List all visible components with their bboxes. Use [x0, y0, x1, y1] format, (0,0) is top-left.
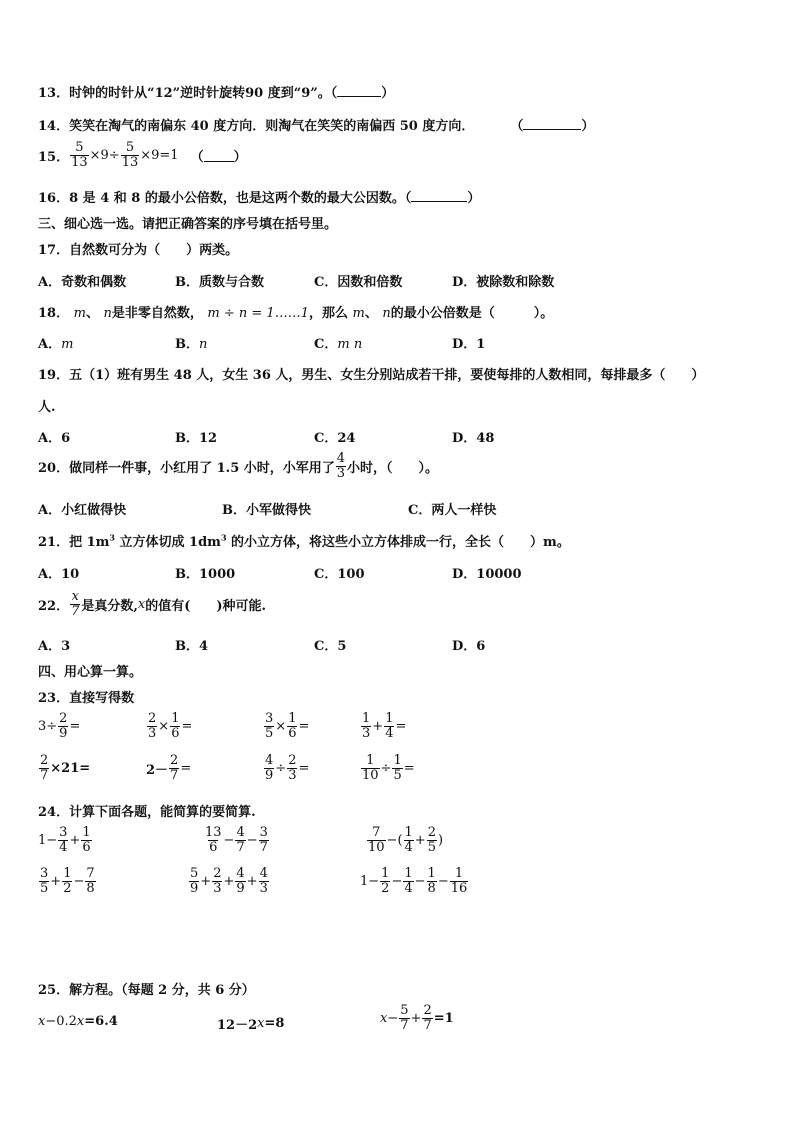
paren-open: （ — [190, 149, 204, 165]
numerator: 2 — [213, 866, 222, 881]
question-number: 22． — [38, 598, 70, 614]
equals: = — [180, 760, 192, 776]
denominator: 2 — [381, 880, 390, 896]
question-19-text-cont: 人. — [38, 400, 56, 415]
q23-expression-4 — [360, 712, 406, 740]
question-text: 的值有( )种可能. — [145, 598, 267, 614]
fraction — [212, 867, 222, 895]
numerator: 2 — [427, 825, 436, 840]
fraction — [427, 826, 437, 854]
variable-x: x — [38, 1014, 46, 1029]
denominator: 6 — [209, 839, 218, 855]
variable-x: x — [76, 1014, 85, 1029]
denominator: 7 — [423, 1017, 432, 1033]
q24-expression-1 — [38, 826, 93, 854]
numerator: 1 — [82, 825, 91, 840]
operator: + — [372, 718, 384, 734]
numerator: 2 — [40, 753, 49, 768]
question-22 — [38, 590, 266, 618]
option-a[interactable]: A．3 — [38, 639, 71, 654]
operator: × — [158, 718, 170, 734]
denominator: 7 — [259, 839, 268, 855]
fraction — [58, 712, 68, 740]
fraction — [235, 826, 245, 854]
option-b[interactable]: B．小军做得快 — [222, 503, 311, 518]
q25-equation-3 — [380, 1004, 454, 1032]
operator: ÷ — [275, 760, 287, 776]
denominator: 5 — [265, 725, 274, 741]
variable-x: x — [380, 1010, 388, 1026]
option-a[interactable]: A．10 — [38, 567, 80, 582]
equation-tail: =1 — [433, 1010, 454, 1026]
numerator: 3 — [259, 825, 268, 840]
equation-tail: =6.4 — [84, 1014, 118, 1029]
option-d[interactable]: D．48 — [452, 431, 495, 446]
fraction — [264, 754, 274, 782]
denominator: 7 — [170, 767, 179, 783]
numerator: 2 — [288, 753, 297, 768]
paren-close: ） — [467, 191, 481, 206]
fraction — [121, 141, 140, 169]
question-text: 立方体切成 1dm — [115, 535, 221, 550]
fraction — [58, 826, 68, 854]
numerator: 2 — [148, 711, 157, 726]
question-15 — [38, 141, 247, 169]
question-17-text: 17．自然数可分为（ ）两类。 — [38, 243, 239, 258]
answer-blank[interactable] — [523, 117, 581, 130]
denominator: 4 — [404, 839, 413, 855]
question-19-text: 19．五（1）班有男生 48 人，女生 36 人，男生、女生分别站成若干排，要使每排的人数相同，每排最多（ ） — [38, 368, 705, 383]
variable-n: n — [103, 306, 112, 321]
numerator: 1 — [385, 711, 394, 726]
q23-expression-5 — [38, 754, 90, 782]
question-18 — [38, 302, 553, 321]
question-text: 是真分数, — [81, 598, 138, 614]
denominator: 13 — [71, 154, 88, 170]
fraction — [259, 867, 269, 895]
denominator: 4 — [385, 725, 394, 741]
variable-n: n — [382, 306, 391, 321]
denominator: 2 — [63, 880, 72, 896]
option-c[interactable]: C．两人一样快 — [408, 503, 497, 518]
fraction — [392, 754, 402, 782]
numerator: 7 — [86, 866, 95, 881]
option-value: n — [199, 337, 208, 352]
fraction — [81, 826, 91, 854]
denominator: 8 — [427, 880, 436, 896]
fraction — [259, 826, 269, 854]
section-4-heading: 四、用心算一算。 — [38, 665, 143, 680]
numerator: 13 — [205, 825, 222, 840]
q23-expression-8 — [360, 754, 415, 782]
denominator: 8 — [86, 880, 95, 896]
fraction — [70, 590, 80, 618]
term: 1− — [360, 873, 380, 889]
q23-expression-7 — [263, 754, 309, 782]
question-text: ，那么 — [308, 306, 348, 321]
denominator: 4 — [59, 839, 68, 855]
q24-expression-4 — [38, 867, 97, 895]
q25-equation-2 — [217, 1014, 284, 1033]
q24-expression-5 — [188, 867, 270, 895]
numerator: 1 — [288, 711, 297, 726]
option-a[interactable]: A．小红做得快 — [38, 503, 127, 518]
fraction — [287, 712, 297, 740]
denominator: 9 — [59, 725, 68, 741]
denominator: 3 — [148, 725, 157, 741]
option-c[interactable]: C．24 — [314, 431, 356, 446]
operator: − — [73, 873, 85, 889]
operator: + — [414, 832, 426, 848]
question-text: 20．做同样一件事，小红用了 1.5 小时，小军用了 — [38, 460, 335, 476]
question-21 — [38, 531, 570, 550]
numerator: 1 — [171, 711, 180, 726]
paren-open: （ — [510, 119, 524, 134]
numerator: x — [71, 589, 79, 604]
denominator: 3 — [336, 465, 346, 481]
option-letter: A． — [38, 337, 62, 352]
fraction — [336, 452, 346, 480]
option-b[interactable]: B．12 — [175, 431, 218, 446]
numerator: 3 — [59, 825, 68, 840]
fraction — [189, 867, 199, 895]
q24-expression-6 — [360, 867, 469, 895]
operator: + — [69, 832, 81, 848]
operator: ÷ — [380, 760, 392, 776]
q23-expression-3 — [263, 712, 309, 740]
operator: −( — [386, 832, 403, 848]
denominator: 13 — [121, 154, 139, 170]
fraction — [380, 867, 390, 895]
fraction — [85, 867, 95, 895]
numerator: 4 — [236, 866, 245, 881]
question-16-text: 16．8 是 4 和 8 的最小公倍数，也是这两个数的最大公因数。（ — [38, 191, 412, 206]
paren-close: ） — [381, 86, 395, 101]
superscript: 3 — [220, 532, 227, 543]
denominator: 3 — [213, 880, 222, 896]
term: −0.2 — [45, 1014, 77, 1029]
equals: = — [395, 718, 407, 734]
question-14 — [38, 115, 594, 134]
numerator: 7 — [372, 825, 381, 840]
option-letter: B． — [175, 337, 199, 352]
fraction — [384, 712, 394, 740]
term: 12－2 — [217, 1018, 258, 1033]
fraction — [403, 867, 413, 895]
option-b[interactable]: B．质数与合数 — [175, 275, 264, 290]
paren-close: ) — [437, 832, 444, 848]
q24-expression-3 — [366, 826, 443, 854]
operator: − — [391, 873, 403, 889]
numerator: 2 — [170, 753, 179, 768]
denominator: 16 — [450, 880, 468, 896]
superscript: 3 — [109, 532, 115, 543]
numerator: 1 — [381, 866, 390, 881]
numerator: 1 — [393, 753, 402, 768]
expression-tail: ×21= — [50, 760, 91, 776]
denominator: 5 — [427, 839, 436, 855]
operator: + — [246, 873, 258, 889]
option-d[interactable]: D．6 — [452, 639, 486, 654]
numerator: 4 — [236, 825, 245, 840]
operator: + — [410, 1010, 422, 1026]
operator: × — [275, 718, 287, 734]
equals: = — [181, 718, 193, 734]
numerator: 1 — [427, 866, 436, 881]
denominator: 10 — [368, 839, 385, 855]
equation-tail: =8 — [264, 1016, 285, 1031]
numerator: 1 — [404, 866, 413, 881]
numerator: 4 — [336, 451, 346, 466]
fraction — [287, 754, 297, 782]
fraction — [204, 826, 223, 854]
numerator: 2 — [59, 711, 68, 726]
fraction — [235, 867, 245, 895]
question-text: 的小立方体，将这些小立方体排成一行，全长（ ）m。 — [226, 535, 570, 550]
fraction — [399, 1004, 409, 1032]
numerator: 5 — [125, 140, 135, 155]
option-b[interactable] — [175, 333, 207, 352]
expression-tail: ×9=1 — [140, 147, 179, 163]
denominator: 6 — [171, 725, 180, 741]
denominator: 4 — [404, 880, 413, 896]
numerator: 1 — [366, 753, 375, 768]
numerator: 1 — [454, 866, 464, 881]
numerator: 1 — [362, 711, 371, 726]
numerator: 3 — [40, 866, 49, 881]
option-a[interactable]: A．6 — [38, 431, 71, 446]
equals: = — [298, 760, 310, 776]
numerator: 2 — [423, 1003, 432, 1018]
numerator: 5 — [190, 866, 199, 881]
answer-blank[interactable] — [411, 189, 467, 202]
option-a[interactable] — [38, 333, 73, 352]
denominator: 7 — [71, 603, 80, 619]
numerator: 5 — [400, 1003, 409, 1018]
numerator: 4 — [265, 753, 274, 768]
paren-close: ） — [233, 149, 247, 165]
equals: = — [403, 760, 415, 776]
fraction — [427, 867, 437, 895]
question-number: 15． — [38, 149, 70, 165]
fraction — [361, 754, 380, 782]
option-c[interactable]: C．100 — [314, 567, 365, 582]
denominator: 9 — [190, 880, 199, 896]
variable-x: x — [257, 1016, 265, 1031]
question-text: 小时，（ ）。 — [347, 460, 439, 476]
equals: = — [298, 718, 310, 734]
denominator: 6 — [288, 725, 297, 741]
numerator: 1 — [63, 866, 72, 881]
question-text: 的最小公倍数是（ ）。 — [390, 306, 554, 321]
numerator: 4 — [259, 866, 268, 881]
denominator: 7 — [236, 839, 245, 855]
option-d[interactable]: D．10000 — [452, 567, 522, 582]
operator: − — [246, 832, 258, 848]
term: 2－ — [146, 762, 169, 778]
numerator: 3 — [265, 711, 274, 726]
denominator: 10 — [362, 767, 379, 783]
question-23-title: 23．直接写得数 — [38, 691, 135, 706]
option-b[interactable]: B．4 — [175, 639, 209, 654]
operator: − — [414, 873, 426, 889]
question-16 — [38, 187, 480, 206]
denominator: 9 — [236, 880, 245, 896]
paren-close: ） — [581, 119, 595, 134]
denominator: 9 — [265, 767, 274, 783]
fraction — [264, 712, 274, 740]
fraction — [147, 712, 157, 740]
operator: + — [223, 873, 235, 889]
fraction — [70, 141, 89, 169]
option-a[interactable]: A．奇数和偶数 — [38, 275, 127, 290]
fraction — [169, 754, 179, 782]
fraction — [62, 867, 72, 895]
operator: + — [50, 873, 62, 889]
operator: + — [200, 873, 212, 889]
separator: 、 — [85, 306, 99, 321]
variable-x: x — [137, 596, 146, 612]
numerator: 1 — [404, 825, 413, 840]
question-text: 是非零自然数， — [111, 306, 203, 321]
question-text: 21．把 1m — [38, 535, 110, 550]
q23-expression-6 — [146, 754, 191, 782]
denominator: 6 — [82, 839, 91, 855]
q23-expression-2 — [146, 712, 192, 740]
denominator: 5 — [393, 767, 402, 783]
denominator: 3 — [362, 725, 371, 741]
variable-m: m — [73, 306, 86, 321]
option-d[interactable]: D．被除数和除数 — [452, 275, 555, 290]
option-c[interactable] — [314, 333, 362, 352]
denominator: 3 — [259, 880, 268, 896]
question-13 — [38, 82, 394, 101]
fraction — [170, 712, 180, 740]
operator: ×9÷ — [89, 147, 120, 163]
question-24-title: 24．计算下面各题，能简算的要简算. — [38, 805, 256, 820]
option-d[interactable]: D．1 — [452, 337, 486, 352]
option-letter: C． — [314, 337, 338, 352]
fraction — [450, 867, 469, 895]
fraction — [361, 712, 371, 740]
numerator: 5 — [75, 140, 84, 155]
question-number: 18． — [38, 306, 70, 321]
question-25-title: 25．解方程。（每题 2 分，共 6 分） — [38, 983, 255, 998]
question-13-text: 13．时钟的时针从“12”逆时针旋转90 度到“9”。（ — [38, 86, 338, 101]
option-c[interactable]: C．因数和倍数 — [314, 275, 403, 290]
fraction — [422, 1004, 432, 1032]
answer-blank[interactable] — [337, 84, 381, 97]
operator: − — [223, 832, 235, 848]
option-b[interactable]: B．1000 — [175, 567, 236, 582]
question-20 — [38, 452, 438, 480]
term: 1− — [38, 832, 58, 848]
variable-m: m — [352, 306, 365, 321]
option-value: m — [61, 337, 74, 352]
equation: m ÷ n = 1……1 — [207, 306, 309, 321]
equals: = — [69, 718, 81, 734]
operator: − — [387, 1010, 399, 1026]
answer-blank[interactable] — [204, 149, 234, 162]
fraction — [39, 754, 49, 782]
section-3-heading: 三、细心选一选。请把正确答案的序号填在括号里。 — [38, 217, 338, 232]
question-14-text: 14．笑笑在淘气的南偏东 40 度方向．则淘气在笑笑的南偏西 50 度方向． — [38, 119, 475, 134]
fraction — [39, 867, 49, 895]
q24-expression-2 — [203, 826, 270, 854]
q25-equation-1 — [38, 1014, 118, 1029]
fraction — [367, 826, 386, 854]
q23-expression-1 — [38, 712, 80, 740]
option-c[interactable]: C．5 — [314, 639, 347, 654]
option-value: m n — [337, 337, 363, 352]
denominator: 7 — [400, 1017, 409, 1033]
fraction — [404, 826, 414, 854]
denominator: 7 — [40, 767, 49, 783]
separator: 、 — [364, 306, 378, 321]
operator: − — [437, 873, 449, 889]
term: 3÷ — [38, 718, 58, 734]
denominator: 5 — [40, 880, 49, 896]
denominator: 3 — [288, 767, 297, 783]
